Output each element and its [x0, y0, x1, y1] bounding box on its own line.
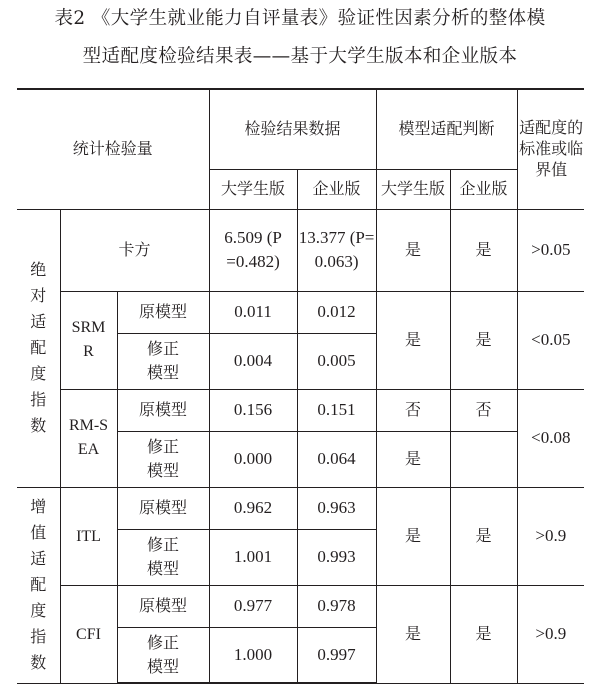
header-judge-enterprise: 企业版 [450, 169, 517, 209]
itl-judge-student: 是 [376, 487, 450, 585]
row-rmsea-original [17, 389, 584, 431]
chi-square-student: 6.509 (P =0.482) [209, 209, 297, 291]
rmsea-label: RM-SEA [60, 389, 117, 487]
rmsea-original-enterprise: 0.151 [297, 389, 376, 431]
srmr-label: SRMR [60, 291, 117, 389]
itl-original-enterprise: 0.963 [297, 487, 376, 529]
fit-index-table [17, 88, 584, 684]
srmr-judge-student: 是 [376, 291, 450, 389]
itl-revised-student: 1.001 [209, 529, 297, 585]
row-srmr-original [17, 291, 584, 333]
cfi-standard: >0.9 [517, 585, 584, 683]
srmr-judge-enterprise: 是 [450, 291, 517, 389]
cfi-original-enterprise: 0.978 [297, 585, 376, 627]
table-caption-line-2: 型适配度检验结果表——基于大学生版本和企业版本 [82, 46, 518, 67]
header-judgment: 模型适配判断 [376, 89, 517, 169]
rmsea-standard: <0.08 [517, 389, 584, 487]
rmsea-revised-label: 修正模型 [117, 431, 209, 487]
category-absolute: 绝对适配度指数 [17, 209, 60, 487]
header-results: 检验结果数据 [209, 89, 376, 169]
cfi-label: CFI [60, 585, 117, 683]
srmr-revised-student: 0.004 [209, 333, 297, 389]
cfi-judge-student: 是 [376, 585, 450, 683]
header-statistic: 统计检验量 [17, 89, 209, 209]
srmr-original-enterprise: 0.012 [297, 291, 376, 333]
table-caption-line-1: 表2 《大学生就业能力自评量表》验证性因素分析的整体模 [54, 8, 546, 29]
rmsea-original-student: 0.156 [209, 389, 297, 431]
rmsea-original-judge-student: 否 [376, 389, 450, 431]
itl-revised-enterprise: 0.993 [297, 529, 376, 585]
row-itl-original [17, 487, 584, 529]
cfi-revised-student: 1.000 [209, 627, 297, 683]
cfi-revised-enterprise: 0.997 [297, 627, 376, 683]
row-cfi-original [17, 585, 584, 627]
itl-judge-enterprise: 是 [450, 487, 517, 585]
chi-square-judge-student: 是 [376, 209, 450, 291]
srmr-original-student: 0.011 [209, 291, 297, 333]
itl-standard: >0.9 [517, 487, 584, 585]
rmsea-revised-student: 0.000 [209, 431, 297, 487]
itl-original-student: 0.962 [209, 487, 297, 529]
chi-square-judge-enterprise: 是 [450, 209, 517, 291]
srmr-original-label: 原模型 [117, 291, 209, 333]
header-row-1 [17, 89, 584, 169]
rmsea-revised-judge-enterprise [450, 431, 517, 487]
chi-square-standard: >0.05 [517, 209, 584, 291]
header-enterprise: 企业版 [297, 169, 376, 209]
cfi-original-student: 0.977 [209, 585, 297, 627]
header-judge-student: 大学生版 [376, 169, 450, 209]
itl-original-label: 原模型 [117, 487, 209, 529]
srmr-revised-enterprise: 0.005 [297, 333, 376, 389]
itl-label: ITL [60, 487, 117, 585]
chi-square-enterprise: 13.377 (P= 0.063) [297, 209, 376, 291]
rmsea-original-label: 原模型 [117, 389, 209, 431]
header-standard: 适配度的标准或临界值 [517, 89, 584, 209]
chi-square-label: 卡方 [60, 209, 209, 291]
itl-revised-label: 修正模型 [117, 529, 209, 585]
row-chi-square [17, 209, 584, 291]
category-incremental: 增值适配度指数 [17, 487, 60, 683]
rmsea-revised-judge-student: 是 [376, 431, 450, 487]
srmr-standard: <0.05 [517, 291, 584, 389]
srmr-revised-label: 修正模型 [117, 333, 209, 389]
rmsea-revised-enterprise: 0.064 [297, 431, 376, 487]
cfi-judge-enterprise: 是 [450, 585, 517, 683]
rmsea-original-judge-enterprise: 否 [450, 389, 517, 431]
header-student: 大学生版 [209, 169, 297, 209]
cfi-revised-label: 修正模型 [117, 627, 209, 683]
cfi-original-label: 原模型 [117, 585, 209, 627]
